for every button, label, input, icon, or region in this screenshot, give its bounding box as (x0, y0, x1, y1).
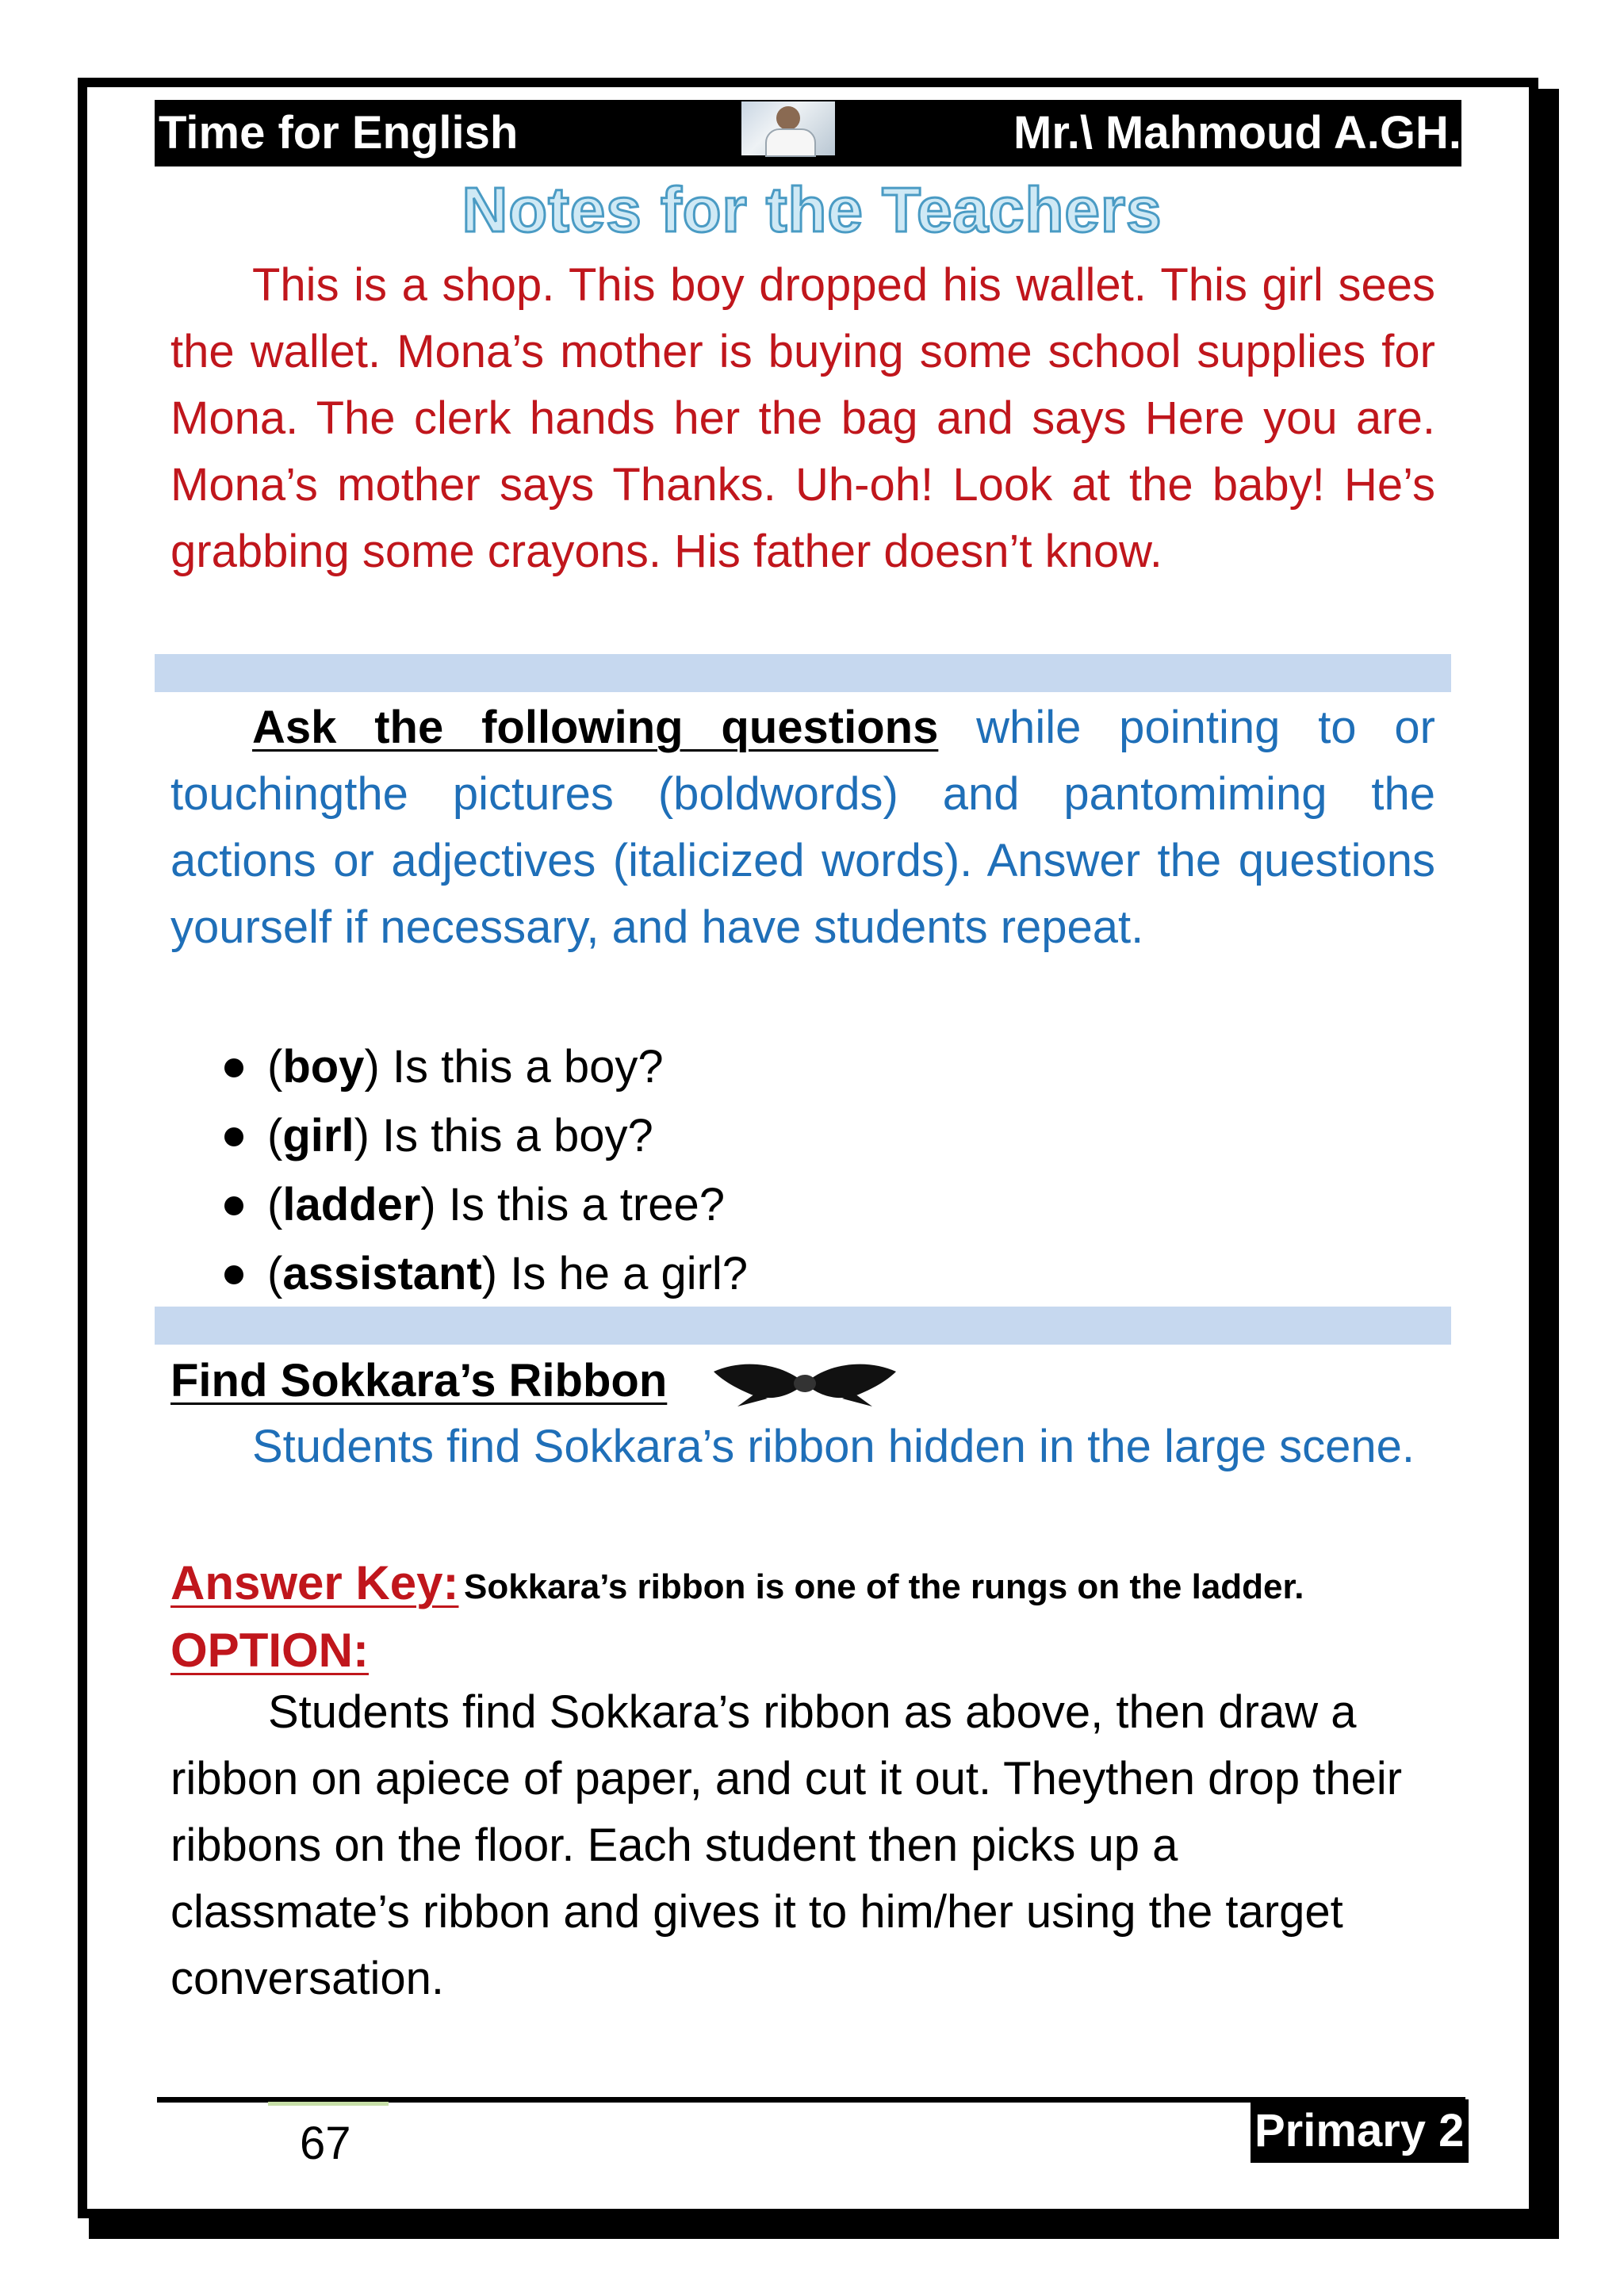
question-word: girl (282, 1110, 354, 1161)
find-paragraph: Students find Sokkara’s ribbon hidden in the large scene. (252, 1421, 1415, 1472)
section-divider-2 (155, 1307, 1451, 1345)
option-paragraph: Students find Sokkara’s ribbon as above, then draw a ribbon on apiece of paper, and cut it out. Theythen drop their ribbons on the floor. Each student then picks up a classmate’s ribbon and gives it to him/her using the target conversation. (170, 1686, 1403, 2004)
footer-level: Primary 2 (1254, 2105, 1465, 2156)
question-text: Is this a tree? (448, 1179, 725, 1230)
instructions-lead: Ask the following questions (252, 702, 939, 753)
ribbon-bow-icon (706, 1357, 904, 1410)
question-word: ladder (282, 1179, 421, 1230)
page-number: 67 (300, 2118, 351, 2169)
instructions-paragraph (170, 695, 1435, 961)
find-heading: Find Sokkara’s Ribbon (170, 1355, 668, 1406)
instructions-rest: while pointing to or touchingthe pictures (boldwords) and pantomiming the actions or adjectives (italicized words). Answer the questions yourself if necessary, and have students repeat. (170, 702, 1435, 953)
list-item: (boy) Is this a boy? (218, 1032, 748, 1101)
intro-paragraph: This is a shop. This boy dropped his wallet. This girl sees the wallet. Mona’s mother is buying some school supplies for Mona. The clerk hands her the bag and says Here you are. Mona’s mother says Thanks. Uh-oh! Look at the baby! He’s grabbing some crayons. His father doesn’t know. (170, 259, 1435, 577)
footer-accent (268, 2102, 389, 2106)
question-word: boy (282, 1041, 365, 1093)
list-item: (ladder) Is this a tree? (218, 1170, 748, 1239)
page-title: Notes for the Teachers (462, 174, 1162, 245)
question-word: assistant (282, 1248, 482, 1299)
question-text: Is this a boy? (382, 1110, 653, 1161)
question-list (218, 1032, 748, 1308)
list-item: (girl) Is this a boy? (218, 1101, 748, 1170)
question-text: Is this a boy? (392, 1041, 664, 1093)
boy-photo-icon (741, 101, 835, 155)
list-item: (assistant) Is he a girl? (218, 1239, 748, 1308)
bullet-dot-icon (224, 1058, 243, 1077)
header-author: Mr.\ Mahmoud A.GH. (1013, 107, 1461, 159)
section-divider-1 (155, 654, 1451, 692)
answer-key-label: Answer Key: (170, 1556, 459, 1609)
option-label: OPTION: (170, 1624, 369, 1677)
bullet-dot-icon (224, 1196, 243, 1215)
bullet-dot-icon (224, 1127, 243, 1146)
header-title: Time for English (159, 107, 519, 159)
question-text: Is he a girl? (510, 1248, 749, 1299)
bullet-dot-icon (224, 1265, 243, 1284)
answer-key-text: Sokkara’s ribbon is one of the rungs on the ladder. (464, 1567, 1304, 1606)
